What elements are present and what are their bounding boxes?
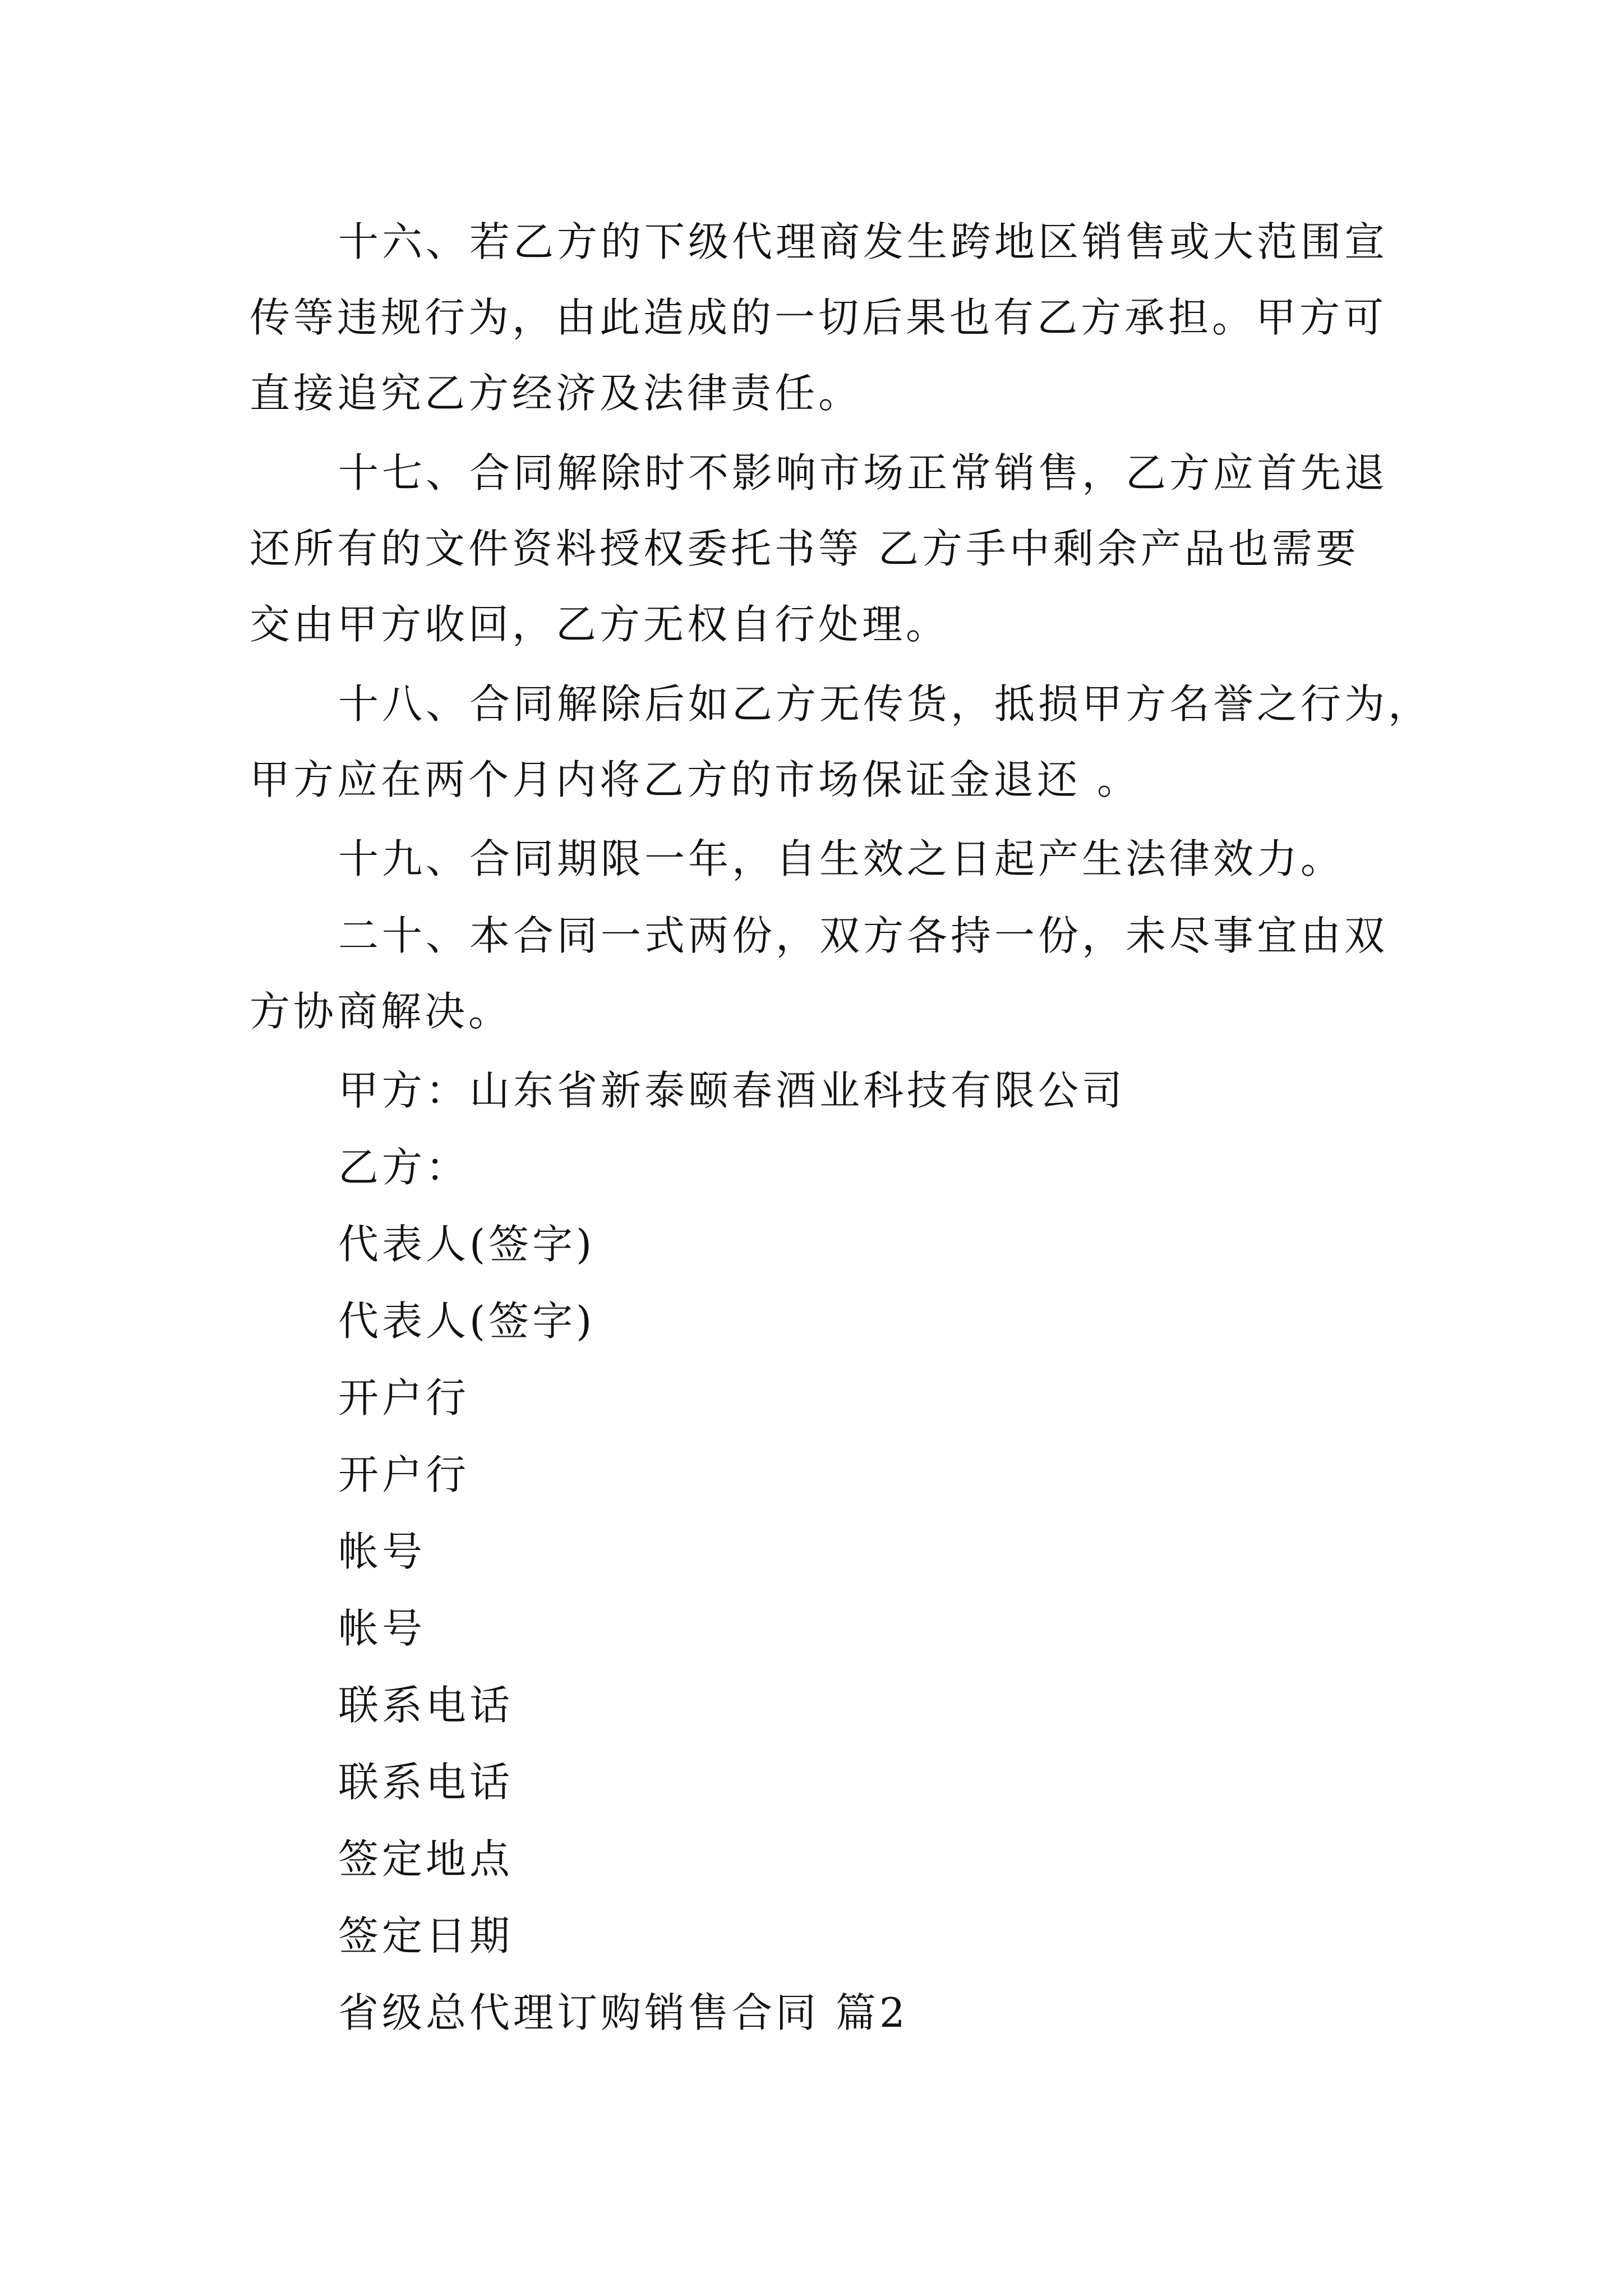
bank-b-line: 开户行 [338,1451,470,1498]
party-a-line: 甲方：山东省新泰颐春酒业科技有限公司 [338,1067,1126,1114]
phone-b-line: 联系电话 [338,1759,514,1806]
sign-date-line: 签定日期 [338,1912,514,1959]
clause-18-line-1: 十八、合同解除后如乙方无传货，抵损甲方名誉之行为， [338,680,1432,728]
clause-16-line-3: 直接追究乙方经济及法律责任。 [250,370,863,417]
clause-17-line-1: 十七、合同解除时不影响市场正常销售，乙方应首先退 [338,449,1389,496]
bank-a-line: 开户行 [338,1374,470,1421]
next-section-title: 省级总代理订购销售合同 篇2 [338,1989,909,2036]
clause-19-line-1: 十九、合同期限一年，自生效之日起产生法律效力。 [338,835,1345,882]
party-b-line: 乙方： [338,1144,470,1191]
clause-16-line-1: 十六、若乙方的下级代理商发生跨地区销售或大范围宣 [338,218,1389,265]
clause-16-line-2: 传等违规行为，由此造成的一切后果也有乙方承担。甲方可 [250,294,1387,341]
account-b-line: 帐号 [338,1605,426,1652]
clause-17-line-3: 交由甲方收回，乙方无权自行处理。 [250,601,950,648]
clause-20-line-1: 二十、本合同一式两份，双方各持一份，未尽事宜由双 [338,912,1389,959]
representative-a-line: 代表人(签字) [338,1221,596,1268]
representative-b-line: 代表人(签字) [338,1297,596,1345]
account-a-line: 帐号 [338,1528,426,1575]
phone-a-line: 联系电话 [338,1682,514,1729]
clause-20-line-2: 方协商解决。 [250,988,513,1035]
clause-17-line-2: 还所有的文件资料授权委托书等 乙方手中剩余产品也需要 [250,525,1359,572]
sign-place-line: 签定地点 [338,1835,514,1883]
clause-18-line-2: 甲方应在两个月内将乙方的市场保证金退还 。 [250,756,1141,803]
